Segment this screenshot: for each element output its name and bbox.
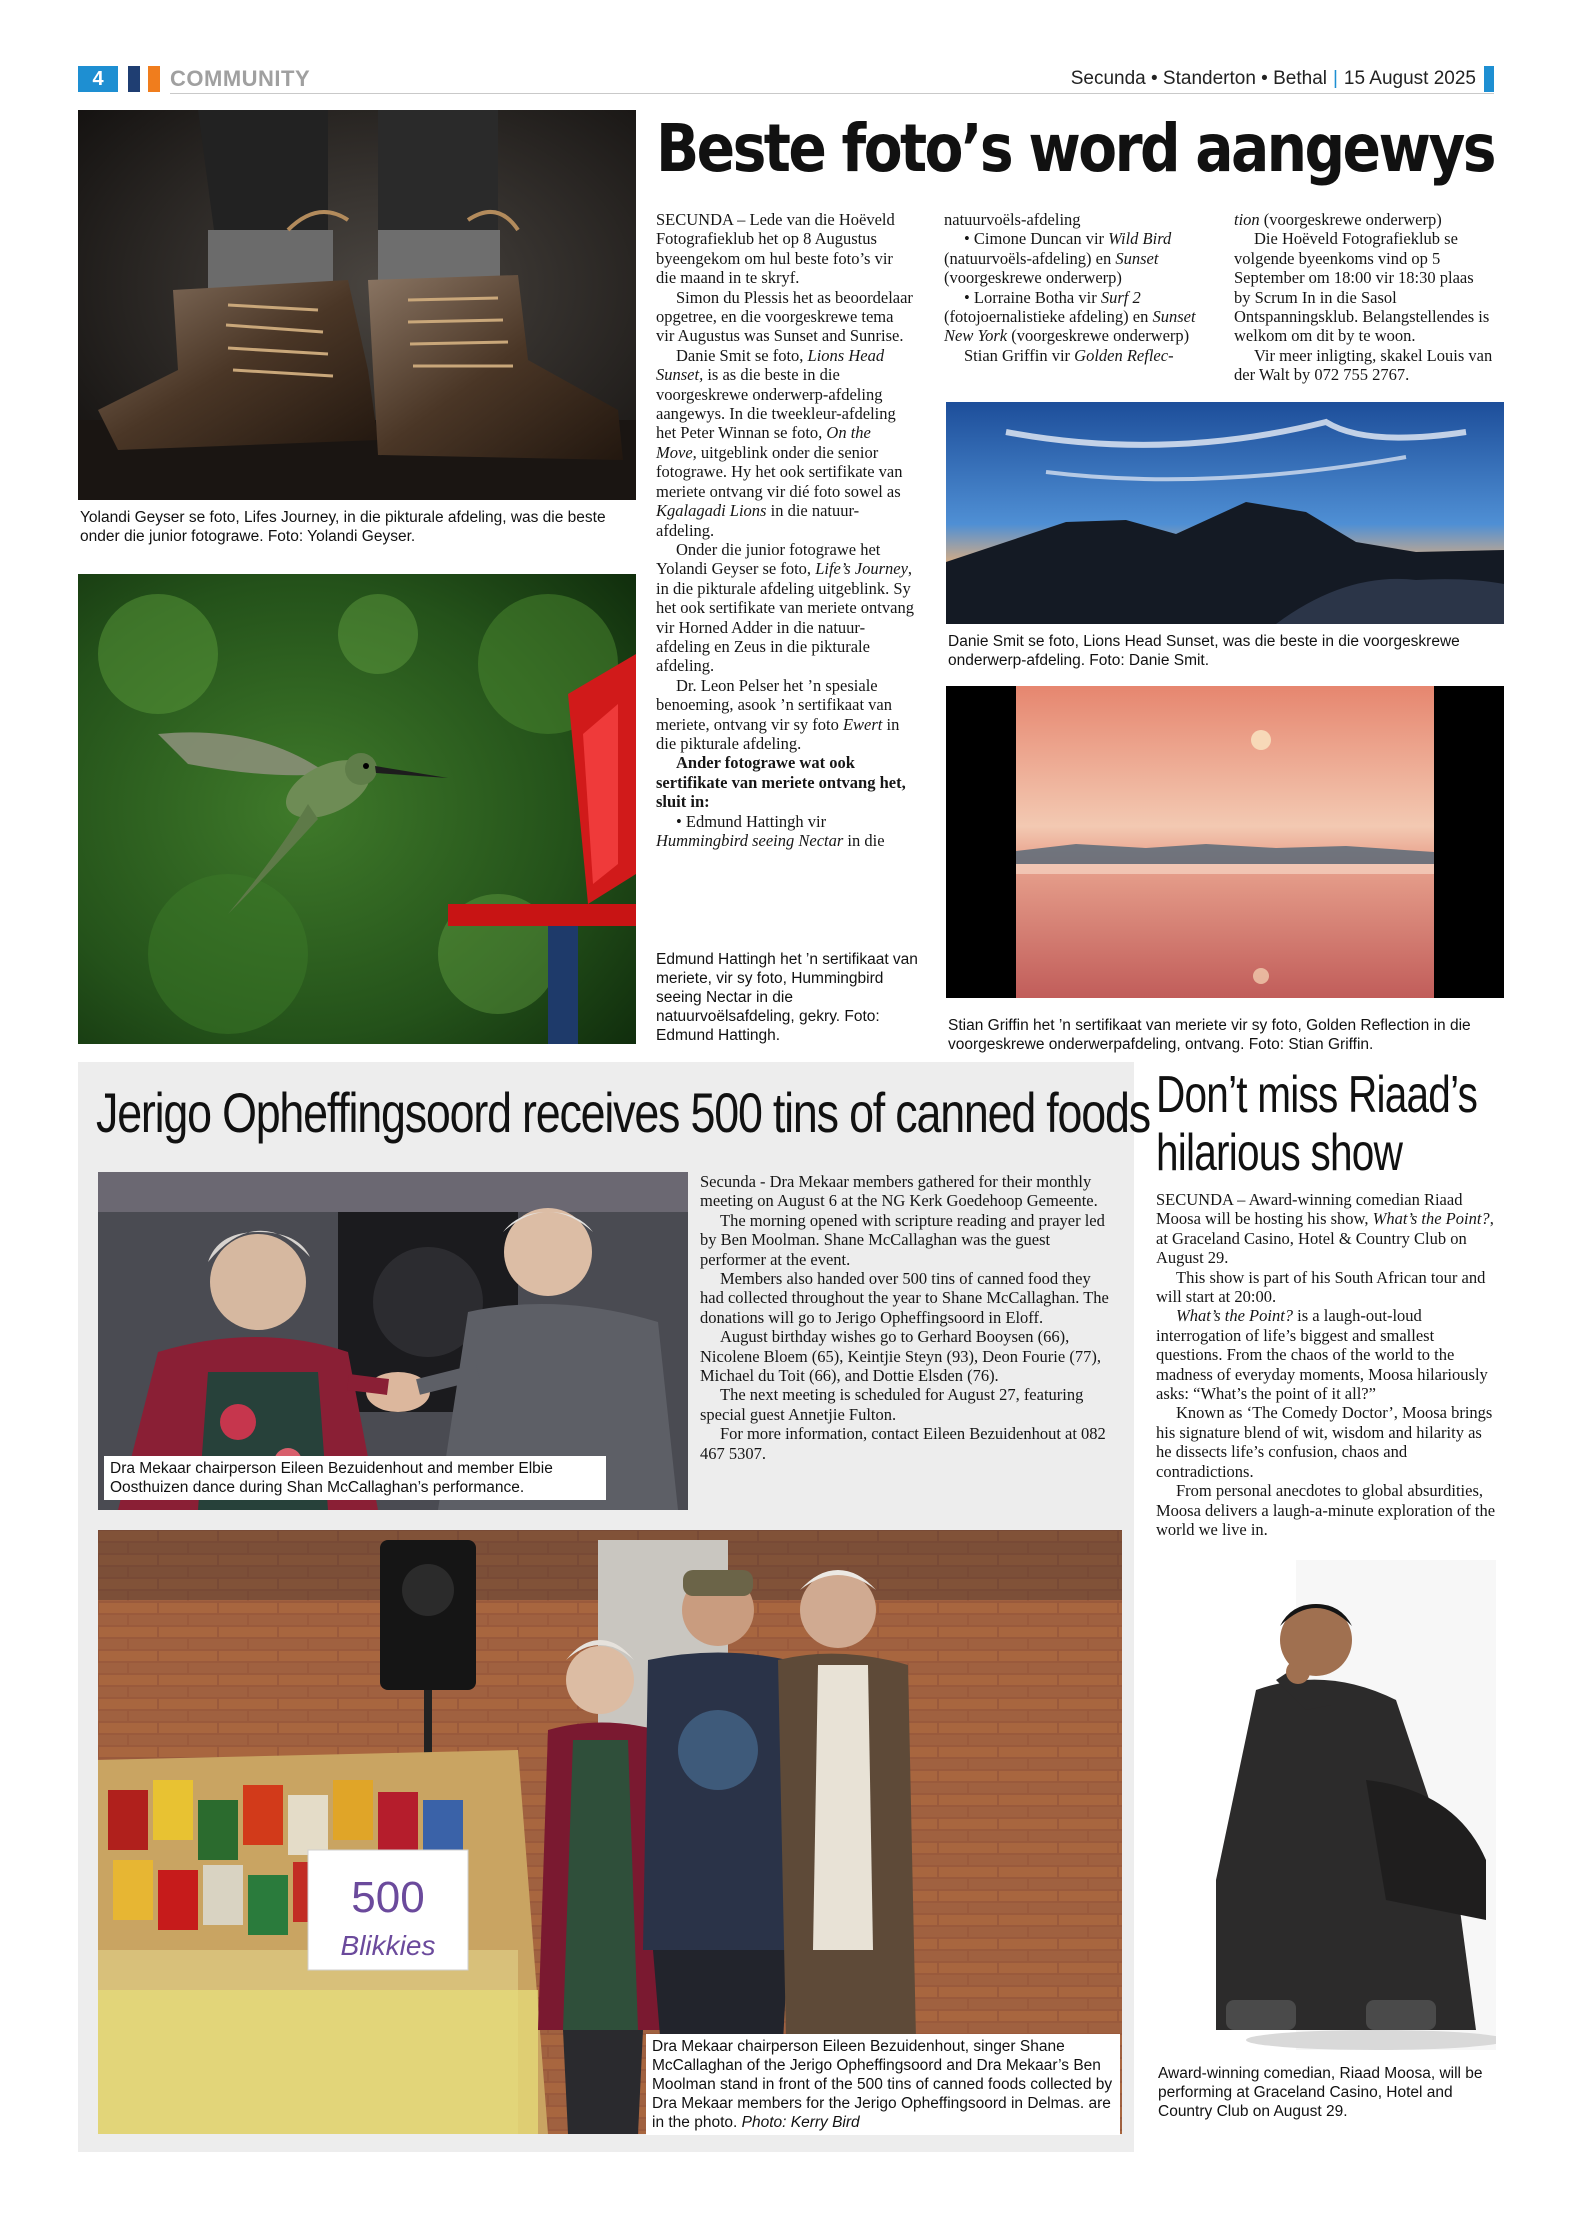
- photography-column-2: natuurvoëls-afdeling • Cimone Duncan vir Wild Bird (natuurvoëls-afdeling) en Sunset (voorgeskrewe onderwerp) • Lorraine Botha vir Surf 2 (fotojoernalistieke afdeling) en Sunset New York (voorgeskrewe onderwerp) Stian Griffin vir Golden Reflec-: [944, 210, 1196, 365]
- dance-caption: Dra Mekaar chairperson Eileen Bezuidenhout and member Elbie Oosthuizen dance during Shan McCallaghan’s performance.: [104, 1456, 606, 1500]
- mekaar-headline: Jerigo Opheffingsoord receives 500 tins of canned foods: [96, 1081, 1150, 1144]
- comedy-headline: [1156, 1066, 1477, 1182]
- comedian-photo: [1156, 1560, 1496, 2050]
- lionshead-photo: [946, 402, 1504, 624]
- header-rule: [170, 93, 1494, 94]
- header-blue-bar: [1484, 66, 1494, 92]
- page-number: 4: [78, 66, 118, 92]
- photography-headline: Beste foto’s word aangewys: [656, 110, 1494, 187]
- hummingbird-photo: [78, 574, 636, 1044]
- comedian-caption: Award-winning comedian, Riaad Moosa, will be performing at Graceland Casino, Hotel and Country Club on August 29.: [1158, 2065, 1483, 2120]
- header-date: 15 August 2025: [1343, 68, 1476, 89]
- mekaar-body: Secunda - Dra Mekaar members gathered for their monthly meeting on August 6 at the NG Kerk Goedehoop Gemeente. The morning opened with scripture reading and prayer led by Ben Moolman. Shane McCallaghan was the guest performer at the event. Members also handed over 500 tins of canned food they had collected throughout the year to Shane McCallaghan. The donations will go to Jerigo Opheffingsoord in Eloff. August birthday wishes go to Gerhard Booysen (66), Nicolene Bloem (65), Keintjie Steyn (93), Deon Fourie (77), Michael du Toit (66), and Dottie Elsden (76). The next meeting is scheduled for August 27, featuring special guest Annetjie Fulton. For more information, contact Eileen Bezuidenhout at 082 467 5307.: [700, 1172, 1109, 1463]
- boots-photo: [78, 110, 636, 500]
- group-caption: [646, 2034, 1120, 2135]
- group-caption-text: Dra Mekaar chairperson Eileen Bezuidenhout, singer Shane McCallaghan of the Jerigo Opheffingsoord and Dra Mekaar’s Ben Moolman stand in front of the 500 tins of canned foods collected by Dra Mekaar members for the Jerigo Opheffingsoord in Delmas. are in the photo.: [652, 2038, 1113, 2131]
- header-navy-block: [128, 66, 140, 92]
- sign-number: 500: [351, 1873, 425, 1922]
- reflection-caption: Stian Griffin het ’n sertifikaat van meriete vir sy foto, Golden Reflection in die voorgeskrewe onderwerpafdeling, ontvang. Foto: Stian Griffin.: [948, 1017, 1471, 1053]
- sign-word: Blikkies: [340, 1930, 436, 1961]
- group-caption-credit: Photo: Kerry Bird: [741, 2114, 860, 2131]
- reflection-photo: [946, 686, 1504, 998]
- comedy-headline-line2: hilarious show: [1156, 1124, 1403, 1182]
- header-separator: |: [1332, 68, 1338, 89]
- comedy-body: SECUNDA – Award-winning comedian Riaad Moosa will be hosting his show, What’s the Point?, at Graceland Casino, Hotel & Country Club on August 29. This show is part of his South African tour and will start at 20:00. What’s the Point? is a laugh-out-loud interrogation of life’s biggest and smallest questions. From the chaos of the world to the madness of everyday moments, Moosa hilariously asks: “What’s the point of it all?” Known as ‘The Comedy Doctor’, Moosa brings his signature blend of wit, wisdom and hilarity as he dissects life’s confusion, chaos and contradictions. From personal anecdotes to global absurdities, Moosa delivers a laugh-a-minute exploration of the world we live in.: [1156, 1190, 1496, 1539]
- comedy-headline-line1: Don’t miss Riaad’s: [1156, 1066, 1478, 1124]
- page-header: [78, 66, 1494, 94]
- header-dateline: [1071, 66, 1476, 92]
- section-title: COMMUNITY: [170, 66, 311, 91]
- photography-column-3: tion (voorgeskrewe onderwerp) Die Hoëveld Fotografieklub se volgende byeenkoms vind op 5 September om 18:00 vir 18:30 plaas by Scrum In in die Sasol Ontspanningsklub. Belangstellendes is welkom om dit by te woon. Vir meer inligting, skakel Louis van der Walt by 072 755 2767.: [1234, 210, 1493, 385]
- header-orange-block: [148, 66, 160, 92]
- boots-caption: Yolandi Geyser se foto, Lifes Journey, in die pikturale afdeling, was die beste onder die junior fotograwe. Foto: Yolandi Geyser.: [80, 509, 606, 545]
- hummingbird-caption: Edmund Hattingh het ’n sertifikaat van meriete, vir sy foto, Hummingbird seeing Nectar in die natuurvoëlsafdeling, gekry. Foto: Edmund Hattingh.: [656, 951, 918, 1044]
- photography-column-1: SECUNDA – Lede van die Hoëveld Fotografieklub het op 8 Augustus byeengekom om hul beste foto’s vir die maand in te skryf. Simon du Plessis het as beoordelaar opgetree, en die voorgeskrewe tema vir Augustus was Sunset and Sunrise. Danie Smit se foto, Lions Head Sunset, is as die beste in die voorgeskrewe onderwerp-afdeling aangewys. In die tweekleur-afdeling het Peter Winnan se foto, On the Move, uitgeblink onder die senior fotograwe. Hy het ook sertifikate van meriete ontvang vir dié foto sowel as Kgalagadi Lions in die natuur-afdeling. Onder die junior fotograwe het Yolandi Geyser se foto, Life’s Journey, in die pikturale afdeling uitgeblink. Sy het ook sertifikate van meriete ontvang vir Horned Adder in die natuur-afdeling en Zeus in die pikturale afdeling. Dr. Leon Pelser het ’n spesiale benoeming, asook ’n sertifikaat van meriete, ontvang vir sy foto Ewert in die pikturale afdeling. Ander fotograwe wat ook sertifikate van meriete ontvang het, sluit in: • Edmund Hattingh vir Hummingbird seeing Nectar in die: [656, 210, 914, 850]
- lionshead-caption: Danie Smit se foto, Lions Head Sunset, was die beste in die voorgeskrewe onderwerp-afdeling. Foto: Danie Smit.: [948, 633, 1460, 669]
- header-towns: Secunda • Standerton • Bethal: [1070, 68, 1327, 89]
